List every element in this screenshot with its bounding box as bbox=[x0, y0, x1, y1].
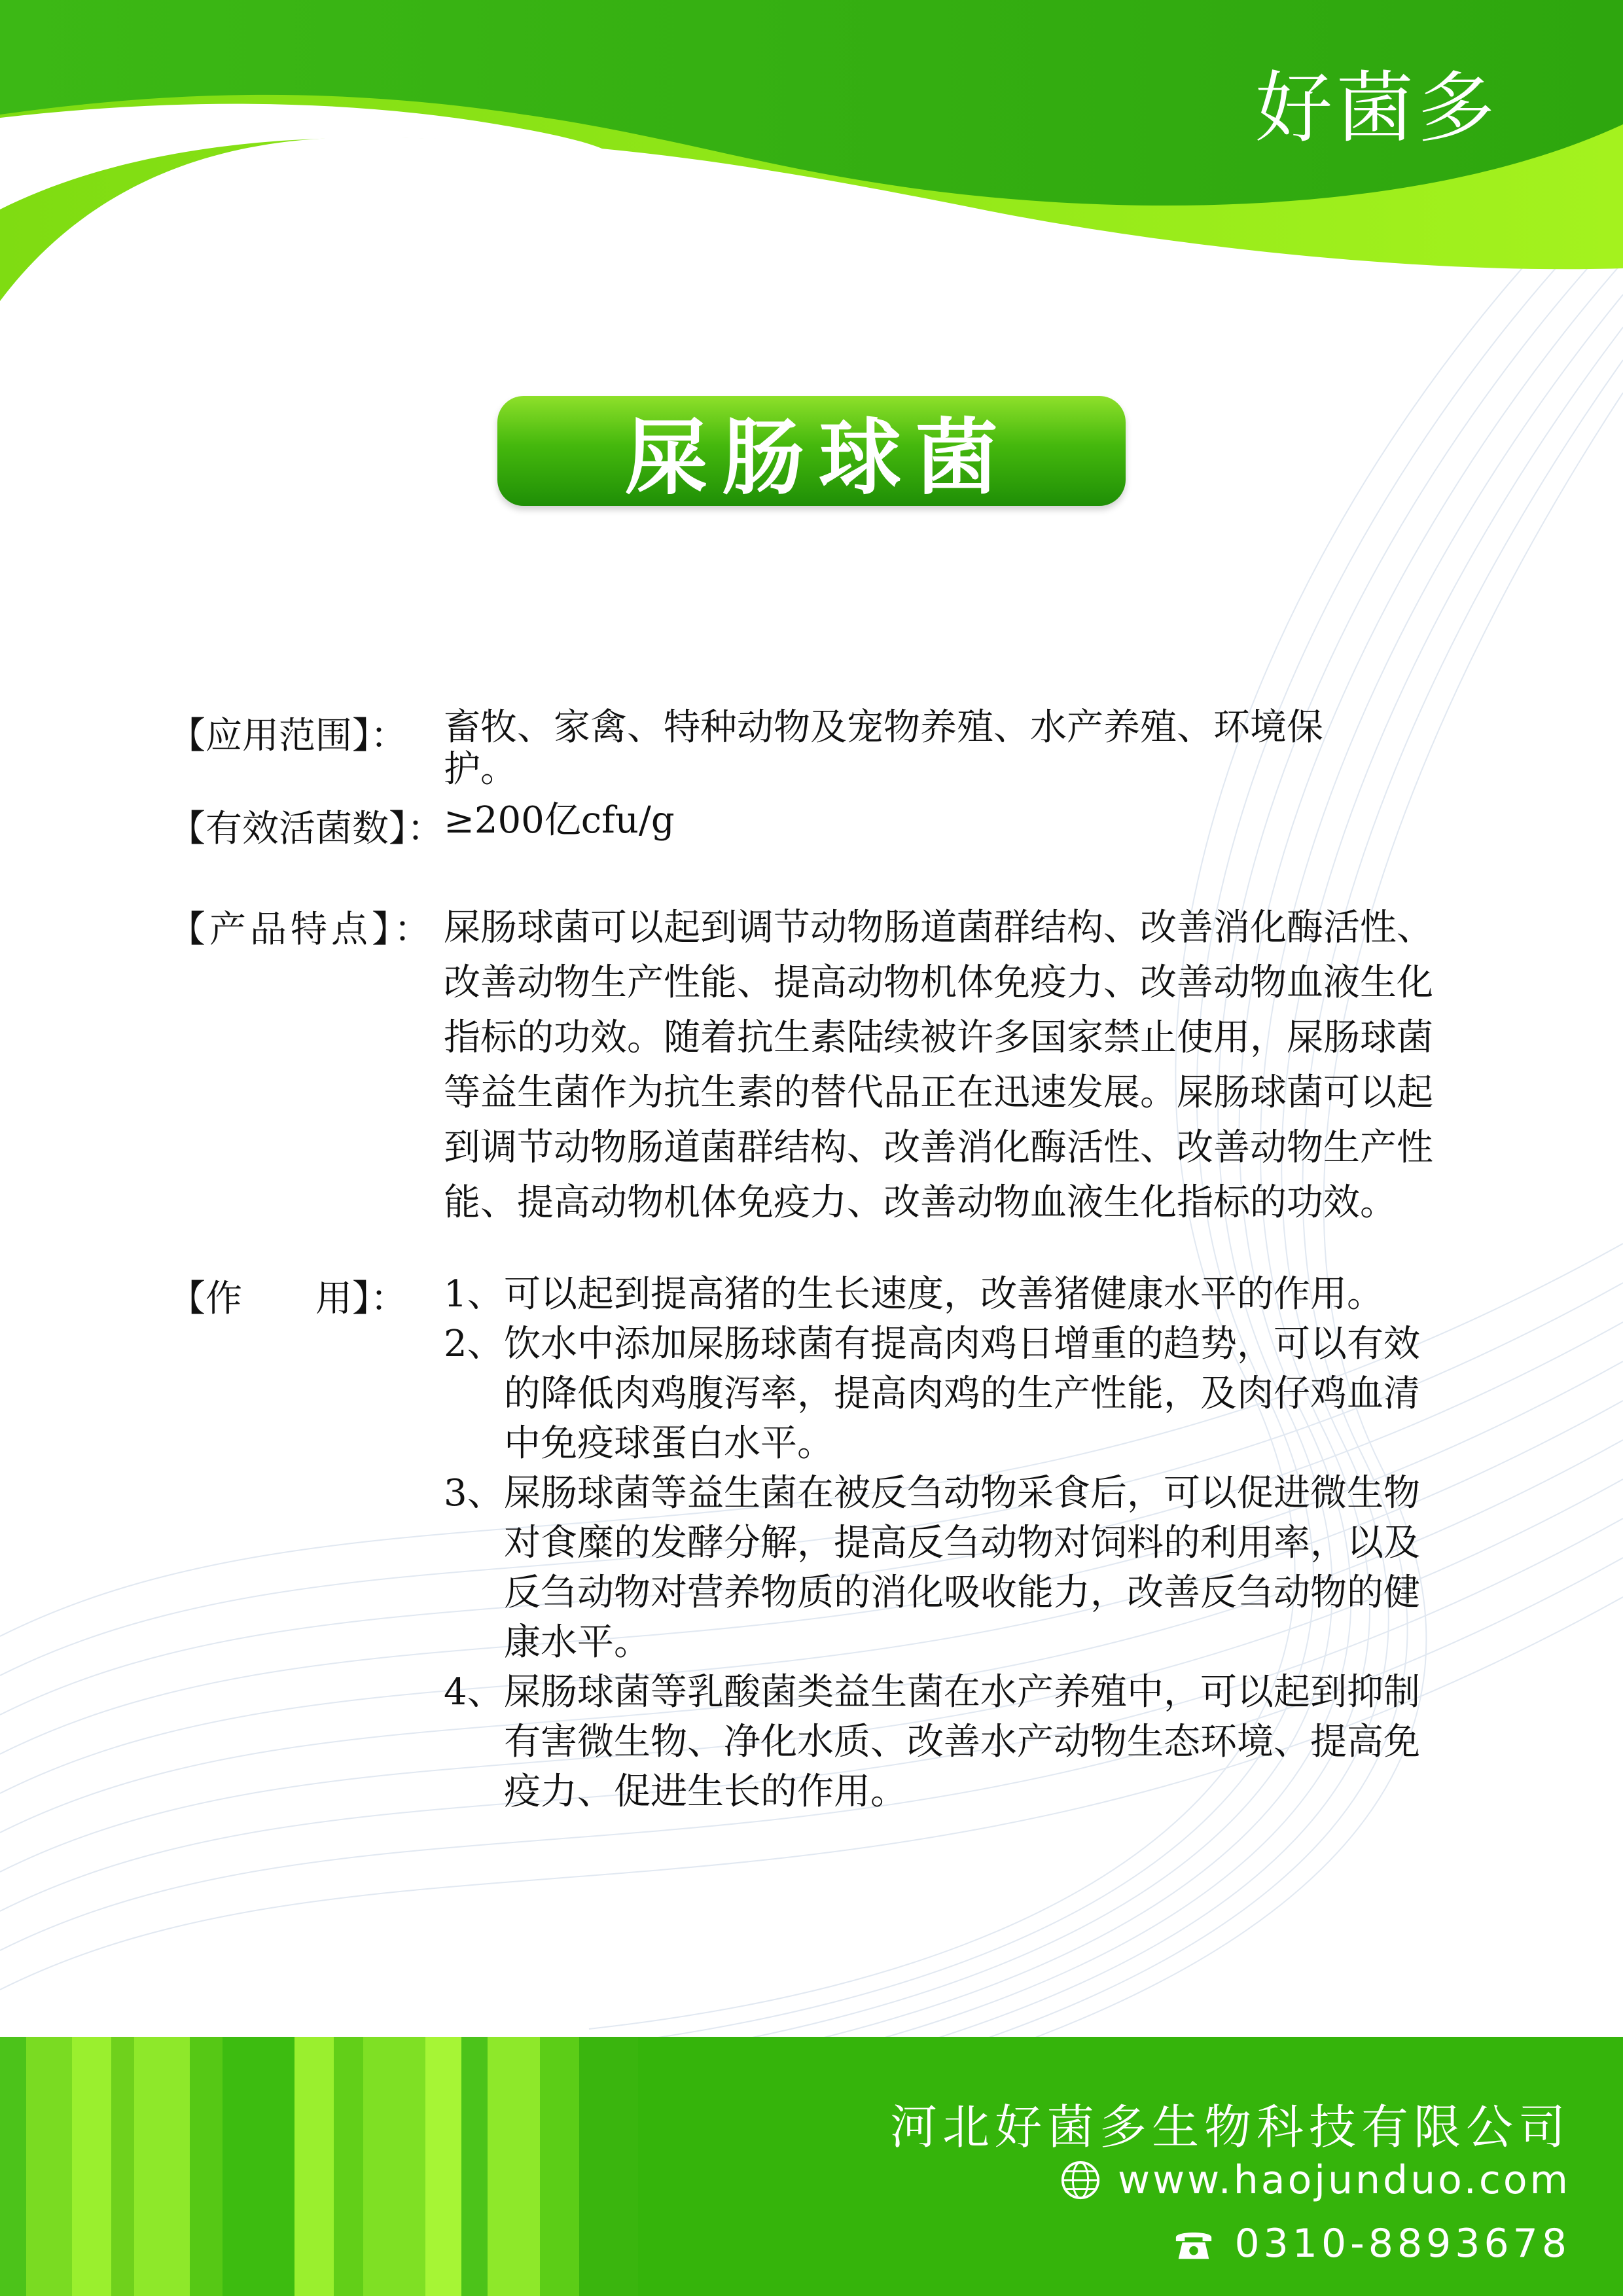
effect-text: 可以起到提高猪的生长速度，改善猪健康水平的作用。 bbox=[504, 1273, 1383, 1316]
effect-number: 4、 bbox=[444, 1671, 504, 1713]
brand-name: 好菌多 bbox=[1255, 63, 1499, 153]
features-label: 【产品特点】： bbox=[169, 908, 435, 951]
product-title-banner bbox=[497, 396, 1126, 506]
effect-text: 屎肠球菌等益生菌在被反刍动物采食后，可以促进微生物对食糜的发酵分解，提高反刍动物对饲料的利用率，以及反刍动物对营养物质的消化吸收能力，改善反刍动物的健康水平。 bbox=[504, 1472, 1420, 1664]
count-row bbox=[169, 799, 1465, 850]
scope-text: 畜牧、家禽、特种动物及宠物养殖、水产养殖、环境保护。 bbox=[444, 706, 1323, 791]
scope-row bbox=[169, 707, 1465, 791]
effect-item bbox=[444, 1668, 1452, 1817]
effects-label: 【作 用】： bbox=[169, 1278, 407, 1320]
globe-icon bbox=[1060, 2160, 1101, 2200]
count-text: ≥200亿cfu/g bbox=[444, 799, 675, 842]
website-line bbox=[1060, 2157, 1571, 2203]
effects-row bbox=[169, 1270, 1465, 1817]
telephone-icon bbox=[1170, 2223, 1217, 2264]
effect-item bbox=[444, 1319, 1452, 1469]
phone-line bbox=[1170, 2221, 1571, 2267]
effects-list bbox=[444, 1270, 1452, 1817]
footer-stripes bbox=[0, 2037, 638, 2296]
count-label: 【有效活菌数】： bbox=[169, 808, 444, 850]
product-info bbox=[169, 707, 1465, 1817]
effect-number: 1、 bbox=[444, 1273, 504, 1316]
effect-text: 屎肠球菌等乳酸菌类益生菌在水产养殖中，可以起到抑制有害微生物、净化水质、改善水产动物生态环境、提高免疫力、促进生长的作用。 bbox=[504, 1671, 1420, 1813]
website-link[interactable]: www.haojunduo.com bbox=[1118, 2157, 1571, 2203]
effect-item bbox=[444, 1270, 1452, 1319]
scope-label: 【应用范围】： bbox=[169, 715, 407, 757]
features-row bbox=[169, 901, 1465, 1230]
effect-number: 2、 bbox=[444, 1323, 504, 1365]
company-name: 河北好菌多生物科技有限公司 bbox=[889, 2100, 1571, 2155]
effect-number: 3、 bbox=[444, 1472, 504, 1515]
effect-text: 饮水中添加屎肠球菌有提高肉鸡日增重的趋势，可以有效的降低肉鸡腹泻率，提高肉鸡的生产性能，及肉仔鸡血清中免疫球蛋白水平。 bbox=[504, 1323, 1420, 1465]
features-text: 屎肠球菌可以起到调节动物肠道菌群结构、改善消化酶活性、改善动物生产性能、提高动物机体免疫力、改善动物血液生化指标的功效。随着抗生素陆续被许多国家禁止使用，屎肠球菌等益生菌作为抗生素的替代品正在迅速发展。屎肠球菌可以起到调节动物肠道菌群结构、改善消化酶活性、改善动物生产性能、提高动物机体免疫力、改善动物血液生化指标的功效。 bbox=[444, 906, 1433, 1224]
phone-number: 0310-8893678 bbox=[1234, 2221, 1571, 2267]
product-title: 屎肠球菌 bbox=[625, 409, 1012, 506]
effect-item bbox=[444, 1469, 1452, 1668]
